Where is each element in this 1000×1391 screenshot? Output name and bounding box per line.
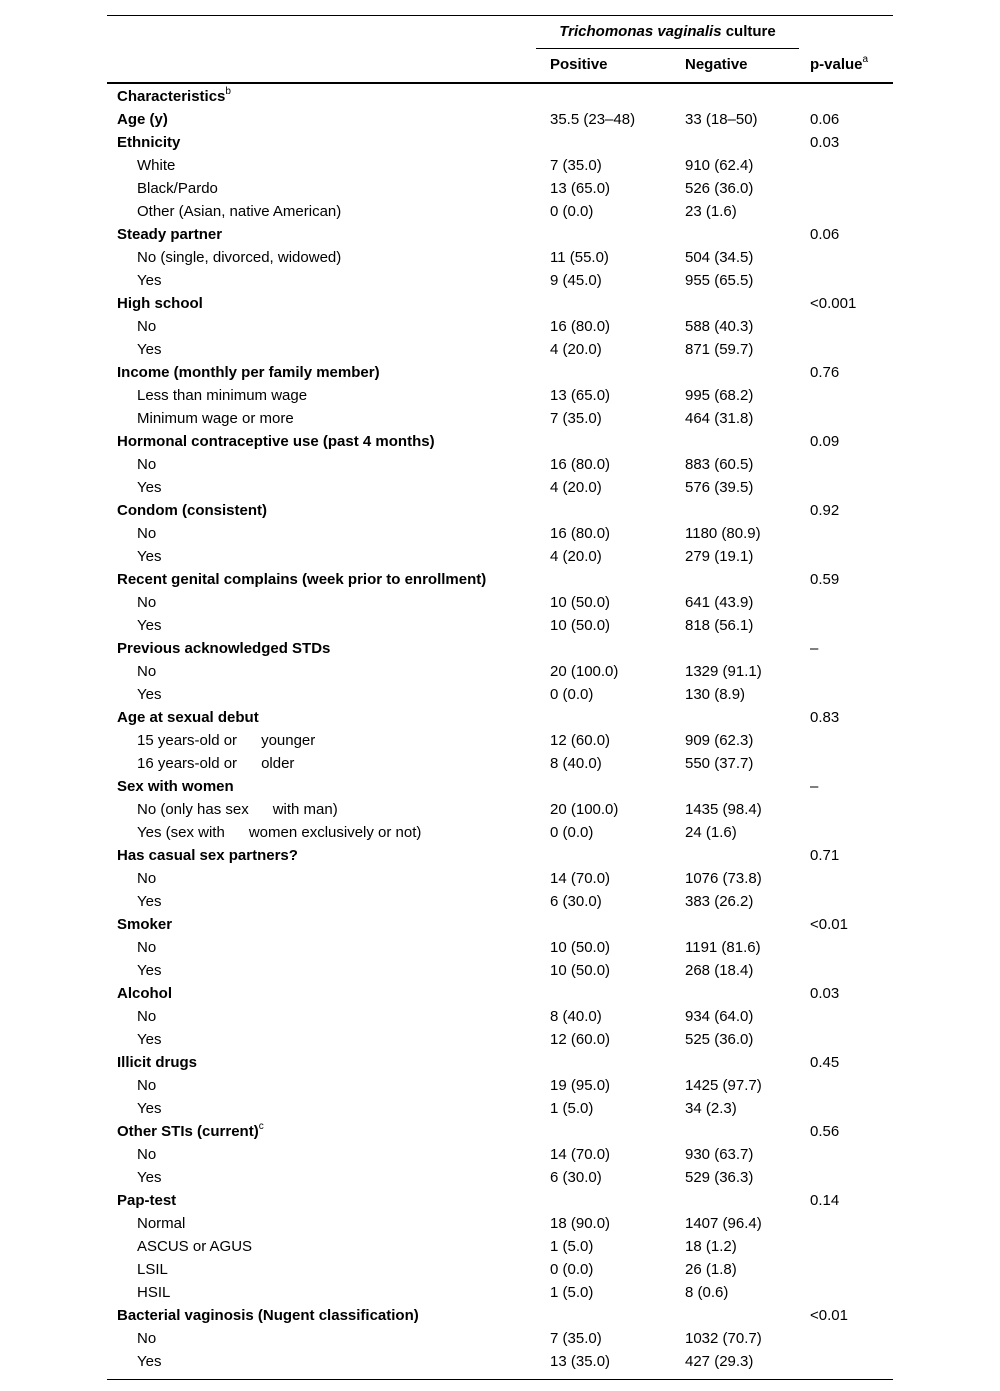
table-row bbox=[107, 683, 893, 706]
negative-cell: 995 (68.2) bbox=[685, 387, 754, 404]
section-label bbox=[117, 361, 380, 384]
label-text: Yes bbox=[137, 686, 162, 703]
row-label bbox=[137, 407, 294, 430]
pvalue-cell: <0.01 bbox=[810, 916, 848, 933]
row-label bbox=[137, 936, 156, 959]
table-row bbox=[107, 752, 893, 775]
negative-cell: 383 (26.2) bbox=[685, 893, 754, 910]
pvalue-cell: 0.83 bbox=[810, 709, 840, 726]
negative-cell: 130 (8.9) bbox=[685, 686, 746, 703]
label-text: Yes bbox=[137, 1031, 162, 1048]
section-label bbox=[117, 499, 267, 522]
pvalue-label: p-value bbox=[810, 56, 863, 73]
pvalue-cell: – bbox=[810, 778, 819, 795]
row-label bbox=[137, 476, 161, 499]
row-label bbox=[137, 545, 161, 568]
section-label bbox=[117, 844, 298, 867]
negative-cell: 1407 (96.4) bbox=[685, 1215, 762, 1232]
label-text: 16 years-old or bbox=[137, 755, 238, 772]
row-label bbox=[137, 1143, 156, 1166]
positive-cell: 20 (100.0) bbox=[550, 663, 619, 680]
positive-cell: 9 (45.0) bbox=[550, 272, 602, 289]
table-row bbox=[107, 453, 893, 476]
label-text: Steady partner bbox=[117, 226, 223, 243]
table-row bbox=[107, 1097, 893, 1120]
row-label bbox=[137, 1258, 168, 1281]
pvalue-cell: <0.001 bbox=[810, 295, 857, 312]
label-text: No bbox=[137, 1008, 157, 1025]
label-text: Alcohol bbox=[117, 985, 172, 1002]
positive-cell: 18 (90.0) bbox=[550, 1215, 611, 1232]
table-row bbox=[107, 246, 893, 269]
footnote-mark: b bbox=[225, 86, 231, 97]
label-text: No bbox=[137, 456, 157, 473]
positive-cell: 35.5 (23–48) bbox=[550, 111, 636, 128]
positive-cell: 13 (65.0) bbox=[550, 180, 611, 197]
row-label bbox=[137, 338, 161, 361]
table-section-row bbox=[107, 1189, 893, 1212]
label-text: Hormonal contraceptive use (past 4 months) bbox=[117, 433, 435, 450]
row-label bbox=[137, 752, 294, 775]
negative-cell: 8 (0.6) bbox=[685, 1284, 729, 1301]
negative-cell: 427 (29.3) bbox=[685, 1353, 754, 1370]
negative-cell: 33 (18–50) bbox=[685, 111, 758, 128]
label-text: Yes bbox=[137, 962, 162, 979]
table-section-row bbox=[107, 430, 893, 453]
pvalue-cell: 0.14 bbox=[810, 1192, 840, 1209]
table-row bbox=[107, 890, 893, 913]
label-text: Has casual sex partners? bbox=[117, 847, 298, 864]
label-text: Condom (consistent) bbox=[117, 502, 267, 519]
pvalue-cell: 0.03 bbox=[810, 985, 840, 1002]
label-text: ASCUS or AGUS bbox=[137, 1238, 253, 1255]
table-section-row bbox=[107, 292, 893, 315]
table-section-row bbox=[107, 637, 893, 660]
table-row bbox=[107, 936, 893, 959]
positive-cell: 11 (55.0) bbox=[550, 249, 609, 266]
table-section-row bbox=[107, 361, 893, 384]
label-text: No bbox=[137, 594, 157, 611]
row-label bbox=[137, 1074, 156, 1097]
positive-cell: 0 (0.0) bbox=[550, 203, 594, 220]
negative-cell: 23 (1.6) bbox=[685, 203, 737, 220]
label-text: Other STIs (current) bbox=[117, 1123, 259, 1140]
table-row bbox=[107, 1005, 893, 1028]
label-text-continued: younger bbox=[261, 732, 316, 749]
section-label bbox=[117, 706, 259, 729]
row-label bbox=[137, 1028, 161, 1051]
positive-cell: 14 (70.0) bbox=[550, 870, 611, 887]
label-text: No bbox=[137, 1077, 157, 1094]
section-label bbox=[117, 913, 172, 936]
row-label bbox=[137, 1327, 156, 1350]
label-text: Black/Pardo bbox=[137, 180, 218, 197]
section-label bbox=[117, 775, 234, 798]
section-label bbox=[117, 1051, 197, 1074]
positive-cell: 10 (50.0) bbox=[550, 594, 611, 611]
row-label bbox=[137, 177, 218, 200]
label-text: Yes (sex with bbox=[137, 824, 225, 841]
pvalue-cell: 0.59 bbox=[810, 571, 840, 588]
table-row bbox=[107, 1327, 893, 1350]
table-section-row bbox=[107, 568, 893, 591]
positive-cell: 7 (35.0) bbox=[550, 1330, 602, 1347]
table-row bbox=[107, 1258, 893, 1281]
section-label bbox=[117, 430, 435, 453]
pvalue-cell: – bbox=[810, 640, 819, 657]
label-text: Characteristics bbox=[117, 88, 226, 105]
label-text: No bbox=[137, 318, 157, 335]
table-row bbox=[107, 384, 893, 407]
label-text: White bbox=[137, 157, 176, 174]
row-label bbox=[137, 1235, 252, 1258]
table-section-row bbox=[107, 982, 893, 1005]
negative-cell: 588 (40.3) bbox=[685, 318, 754, 335]
negative-cell: 550 (37.7) bbox=[685, 755, 754, 772]
label-text: Income (monthly per family member) bbox=[117, 364, 380, 381]
positive-cell: 16 (80.0) bbox=[550, 525, 611, 542]
table-row bbox=[107, 798, 893, 821]
table-section-row bbox=[107, 499, 893, 522]
table-row bbox=[107, 821, 893, 844]
table-row bbox=[107, 660, 893, 683]
table-section-row bbox=[107, 913, 893, 936]
negative-cell: 526 (36.0) bbox=[685, 180, 754, 197]
positive-cell: 4 (20.0) bbox=[550, 479, 602, 496]
label-text: 15 years-old or bbox=[137, 732, 238, 749]
section-label bbox=[117, 637, 330, 660]
label-text: Yes bbox=[137, 479, 162, 496]
label-text: Age (y) bbox=[117, 111, 168, 128]
row-label bbox=[137, 591, 156, 614]
negative-cell: 34 (2.3) bbox=[685, 1100, 737, 1117]
culture-group-title bbox=[536, 23, 799, 40]
row-label bbox=[137, 1097, 161, 1120]
label-text: Pap-test bbox=[117, 1192, 177, 1209]
table-row bbox=[107, 177, 893, 200]
label-text: No bbox=[137, 1330, 157, 1347]
pvalue-cell: 0.76 bbox=[810, 364, 840, 381]
pvalue-footnote-mark: a bbox=[862, 54, 869, 65]
label-text: Yes bbox=[137, 893, 162, 910]
label-text: Yes bbox=[137, 548, 162, 565]
positive-cell: 1 (5.0) bbox=[550, 1284, 594, 1301]
section-label bbox=[117, 1120, 264, 1143]
negative-cell: 529 (36.3) bbox=[685, 1169, 754, 1186]
positive-cell: 8 (40.0) bbox=[550, 1008, 602, 1025]
negative-cell: 930 (63.7) bbox=[685, 1146, 754, 1163]
table-row bbox=[107, 338, 893, 361]
row-label bbox=[137, 384, 307, 407]
label-text: Age at sexual debut bbox=[117, 709, 259, 726]
negative-cell: 818 (56.1) bbox=[685, 617, 754, 634]
pvalue-cell: <0.01 bbox=[810, 1307, 848, 1324]
label-text: No bbox=[137, 939, 157, 956]
row-label bbox=[137, 453, 156, 476]
label-text: Recent genital complains (week prior to enrollment) bbox=[117, 571, 487, 588]
table-row bbox=[107, 729, 893, 752]
positive-cell: 10 (50.0) bbox=[550, 617, 611, 634]
characteristics-table bbox=[107, 15, 893, 1380]
pvalue-cell: 0.92 bbox=[810, 502, 840, 519]
label-text: Sex with women bbox=[117, 778, 234, 795]
negative-cell: 504 (34.5) bbox=[685, 249, 754, 266]
label-text: No bbox=[137, 870, 157, 887]
row-label bbox=[137, 729, 315, 752]
col-header-negative: Negative bbox=[685, 56, 748, 73]
pvalue-cell: 0.06 bbox=[810, 111, 840, 128]
table-row bbox=[107, 407, 893, 430]
table-section-row bbox=[107, 844, 893, 867]
positive-cell: 16 (80.0) bbox=[550, 456, 611, 473]
table-body bbox=[107, 85, 893, 1373]
table-row bbox=[107, 591, 893, 614]
table-row bbox=[107, 476, 893, 499]
col-header-pvalue bbox=[810, 56, 868, 73]
positive-cell: 4 (20.0) bbox=[550, 548, 602, 565]
row-label bbox=[137, 1350, 161, 1373]
label-text: Yes bbox=[137, 272, 162, 289]
label-text: Ethnicity bbox=[117, 134, 181, 151]
positive-cell: 12 (60.0) bbox=[550, 732, 611, 749]
label-text: No bbox=[137, 663, 157, 680]
table-row bbox=[107, 522, 893, 545]
negative-cell: 1329 (91.1) bbox=[685, 663, 762, 680]
table-row bbox=[107, 1074, 893, 1097]
table-row bbox=[107, 315, 893, 338]
label-text: Yes bbox=[137, 1169, 162, 1186]
negative-cell: 1180 (80.9) bbox=[685, 525, 761, 542]
label-text: Yes bbox=[137, 617, 162, 634]
label-text: No bbox=[137, 1146, 157, 1163]
pvalue-cell: 0.71 bbox=[810, 847, 840, 864]
table-row bbox=[107, 269, 893, 292]
positive-cell: 10 (50.0) bbox=[550, 939, 611, 956]
negative-cell: 464 (31.8) bbox=[685, 410, 754, 427]
col-header-positive: Positive bbox=[550, 56, 608, 73]
label-text: Illicit drugs bbox=[117, 1054, 198, 1071]
label-text-continued: women exclusively or not) bbox=[248, 824, 422, 841]
group-title-suffix: culture bbox=[721, 23, 776, 40]
row-label bbox=[137, 1166, 161, 1189]
table-row bbox=[107, 200, 893, 223]
negative-cell: 525 (36.0) bbox=[685, 1031, 754, 1048]
label-text: Yes bbox=[137, 1353, 162, 1370]
row-label bbox=[137, 154, 175, 177]
table-bottom-rule bbox=[107, 1373, 893, 1380]
table-row bbox=[107, 1166, 893, 1189]
label-text: Previous acknowledged STDs bbox=[117, 640, 331, 657]
table-row bbox=[107, 1350, 893, 1373]
negative-cell: 268 (18.4) bbox=[685, 962, 754, 979]
section-label bbox=[117, 223, 222, 246]
table-row bbox=[107, 1281, 893, 1304]
row-label bbox=[137, 660, 156, 683]
label-text: No (single, divorced, widowed) bbox=[137, 249, 342, 266]
table-section-row bbox=[107, 223, 893, 246]
label-text-continued: older bbox=[261, 755, 295, 772]
label-text: No (only has sex bbox=[137, 801, 249, 818]
row-label bbox=[137, 522, 156, 545]
table-row bbox=[107, 545, 893, 568]
positive-cell: 0 (0.0) bbox=[550, 1261, 594, 1278]
section-label bbox=[117, 292, 203, 315]
group-title-organism: Trichomonas vaginalis bbox=[559, 23, 722, 40]
negative-cell: 871 (59.7) bbox=[685, 341, 754, 358]
row-label bbox=[137, 798, 338, 821]
table-row bbox=[107, 1028, 893, 1051]
table-section-row bbox=[107, 1304, 893, 1327]
label-text: Less than minimum wage bbox=[137, 387, 308, 404]
row-label bbox=[137, 200, 341, 223]
negative-cell: 18 (1.2) bbox=[685, 1238, 737, 1255]
negative-cell: 26 (1.8) bbox=[685, 1261, 737, 1278]
negative-cell: 1076 (73.8) bbox=[685, 870, 762, 887]
row-label bbox=[137, 821, 421, 844]
positive-cell: 6 (30.0) bbox=[550, 1169, 602, 1186]
table-section-row bbox=[107, 85, 893, 108]
table-section-row bbox=[107, 706, 893, 729]
positive-cell: 10 (50.0) bbox=[550, 962, 611, 979]
section-label bbox=[117, 1189, 176, 1212]
section-label bbox=[117, 108, 168, 131]
label-text: Minimum wage or more bbox=[137, 410, 294, 427]
positive-cell: 4 (20.0) bbox=[550, 341, 602, 358]
table-section-row bbox=[107, 1120, 893, 1143]
row-label bbox=[137, 1005, 156, 1028]
label-text: High school bbox=[117, 295, 203, 312]
label-text: Normal bbox=[137, 1215, 186, 1232]
label-text-continued: with man) bbox=[272, 801, 338, 818]
table-section-row bbox=[107, 131, 893, 154]
pvalue-cell: 0.03 bbox=[810, 134, 840, 151]
section-label bbox=[117, 568, 486, 591]
section-label bbox=[117, 1304, 419, 1327]
positive-cell: 7 (35.0) bbox=[550, 157, 602, 174]
pvalue-cell: 0.45 bbox=[810, 1054, 840, 1071]
positive-cell: 13 (35.0) bbox=[550, 1353, 611, 1370]
row-label bbox=[137, 890, 161, 913]
negative-cell: 910 (62.4) bbox=[685, 157, 754, 174]
positive-cell: 13 (65.0) bbox=[550, 387, 611, 404]
positive-cell: 16 (80.0) bbox=[550, 318, 611, 335]
negative-cell: 909 (62.3) bbox=[685, 732, 754, 749]
footnote-mark: c bbox=[258, 1121, 264, 1132]
label-text: No bbox=[137, 525, 157, 542]
negative-cell: 883 (60.5) bbox=[685, 456, 754, 473]
section-label bbox=[117, 982, 172, 1005]
row-label bbox=[137, 315, 156, 338]
row-label bbox=[137, 683, 161, 706]
positive-cell: 6 (30.0) bbox=[550, 893, 602, 910]
row-label bbox=[137, 959, 161, 982]
positive-cell: 14 (70.0) bbox=[550, 1146, 611, 1163]
table-header-columns bbox=[107, 49, 893, 84]
table-row bbox=[107, 614, 893, 637]
table-row bbox=[107, 1143, 893, 1166]
negative-cell: 641 (43.9) bbox=[685, 594, 754, 611]
label-text: HSIL bbox=[137, 1284, 171, 1301]
row-label bbox=[137, 246, 341, 269]
negative-cell: 279 (19.1) bbox=[685, 548, 754, 565]
positive-cell: 1 (5.0) bbox=[550, 1238, 594, 1255]
negative-cell: 955 (65.5) bbox=[685, 272, 754, 289]
label-text: Smoker bbox=[117, 916, 173, 933]
positive-cell: 1 (5.0) bbox=[550, 1100, 594, 1117]
table-section-row bbox=[107, 1051, 893, 1074]
section-label bbox=[117, 131, 180, 154]
label-text: LSIL bbox=[137, 1261, 168, 1278]
positive-cell: 19 (95.0) bbox=[550, 1077, 611, 1094]
positive-cell: 0 (0.0) bbox=[550, 686, 594, 703]
positive-cell: 7 (35.0) bbox=[550, 410, 602, 427]
table-row bbox=[107, 867, 893, 890]
positive-cell: 12 (60.0) bbox=[550, 1031, 611, 1048]
positive-cell: 20 (100.0) bbox=[550, 801, 619, 818]
negative-cell: 1191 (81.6) bbox=[685, 939, 761, 956]
label-text: Yes bbox=[137, 1100, 162, 1117]
table-section-row bbox=[107, 108, 893, 131]
table-row bbox=[107, 1212, 893, 1235]
table-row bbox=[107, 959, 893, 982]
table-section-row bbox=[107, 775, 893, 798]
positive-cell: 0 (0.0) bbox=[550, 824, 594, 841]
negative-cell: 576 (39.5) bbox=[685, 479, 754, 496]
pvalue-cell: 0.06 bbox=[810, 226, 840, 243]
row-label bbox=[137, 614, 161, 637]
positive-cell: 8 (40.0) bbox=[550, 755, 602, 772]
row-label bbox=[137, 1212, 185, 1235]
label-text: Other (Asian, native American) bbox=[137, 203, 342, 220]
pvalue-cell: 0.56 bbox=[810, 1123, 840, 1140]
negative-cell: 1032 (70.7) bbox=[685, 1330, 762, 1347]
table-row bbox=[107, 1235, 893, 1258]
negative-cell: 1435 (98.4) bbox=[685, 801, 762, 818]
table-header-group bbox=[107, 16, 893, 49]
negative-cell: 24 (1.6) bbox=[685, 824, 737, 841]
pvalue-cell: 0.09 bbox=[810, 433, 840, 450]
row-label bbox=[137, 1281, 170, 1304]
negative-cell: 934 (64.0) bbox=[685, 1008, 754, 1025]
negative-cell: 1425 (97.7) bbox=[685, 1077, 762, 1094]
label-text: Yes bbox=[137, 341, 162, 358]
label-text: Bacterial vaginosis (Nugent classification) bbox=[117, 1307, 419, 1324]
row-label bbox=[137, 269, 161, 292]
section-label bbox=[117, 85, 231, 108]
row-label bbox=[137, 867, 156, 890]
table-row bbox=[107, 154, 893, 177]
